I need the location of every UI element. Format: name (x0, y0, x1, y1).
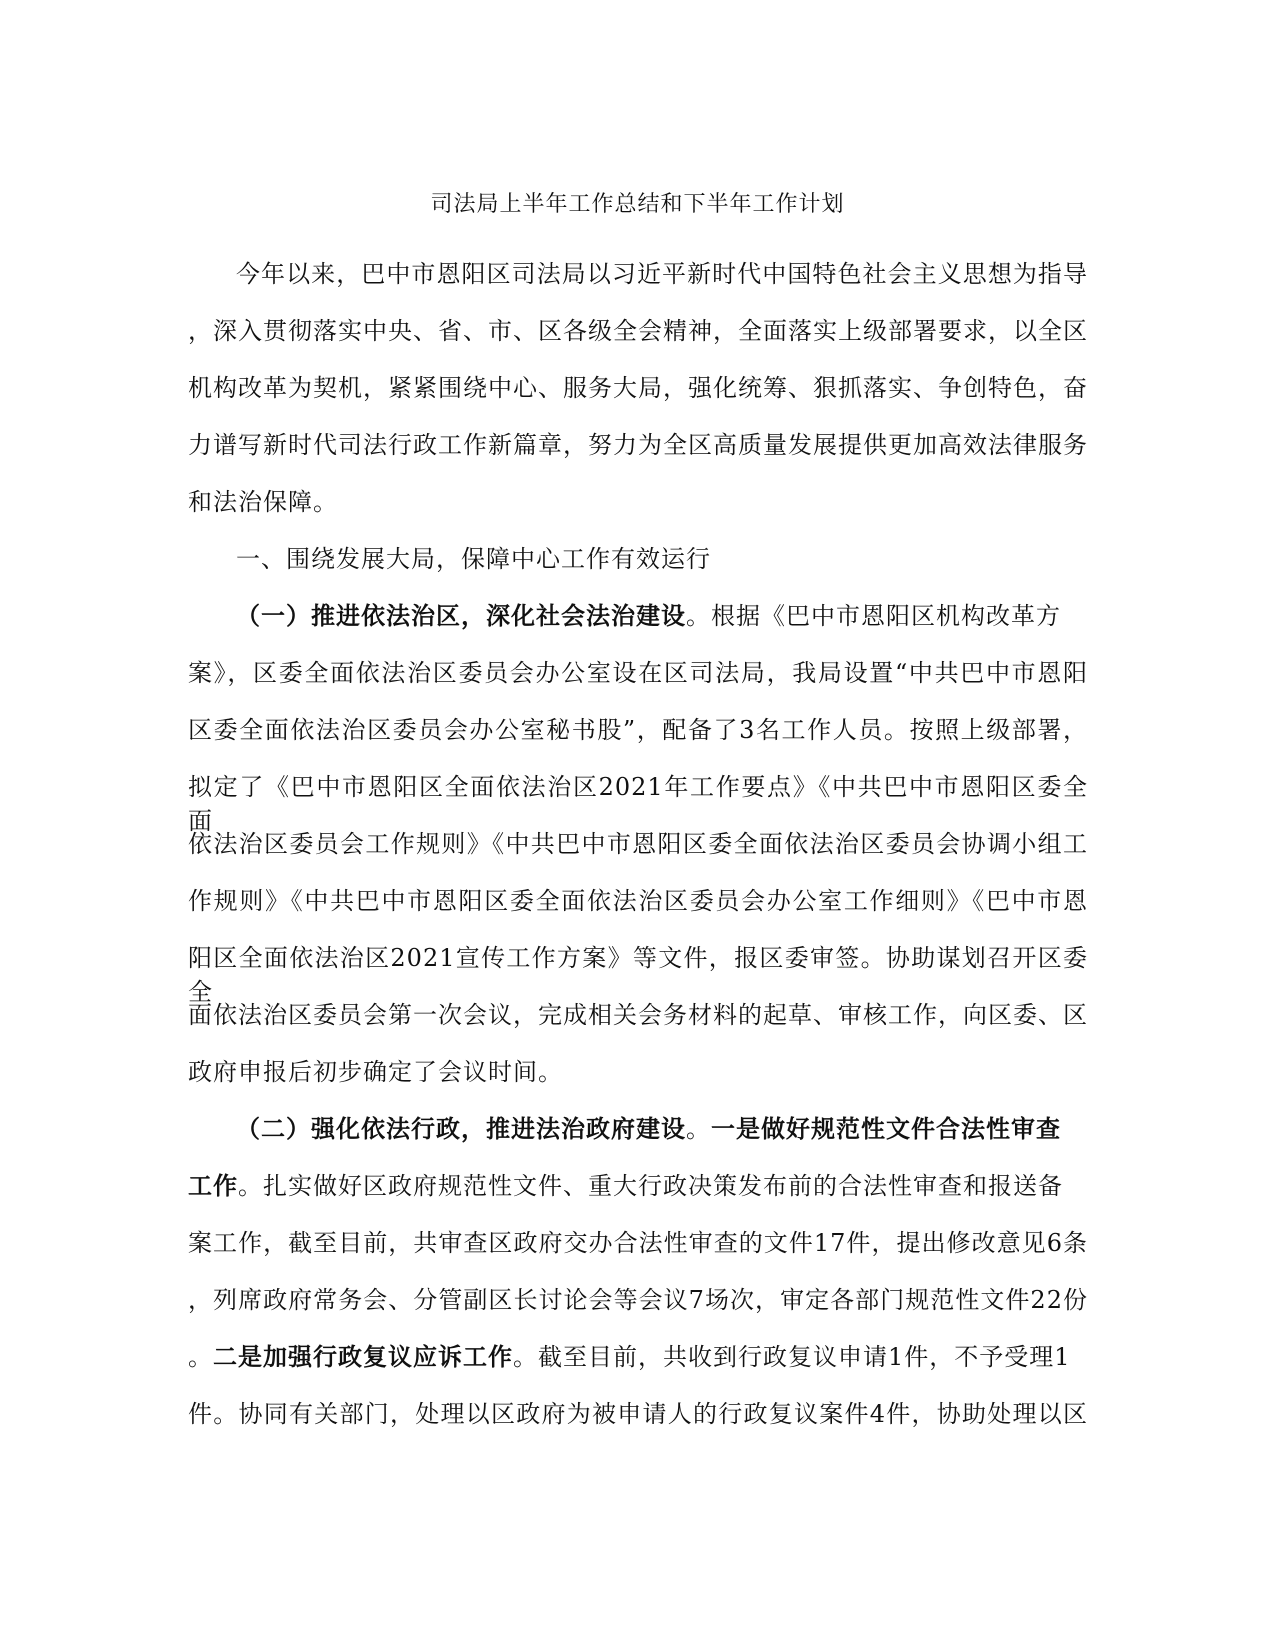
intro-line-3: 机构改革为契机，紧紧围绕中心、服务大局，强化统筹、狠抓落实、争创特色，奋 (188, 374, 1088, 402)
sub2-line-2 (188, 1169, 1088, 1203)
sub2-point-2-heading: 二是加强行政复议应诉工作 (213, 1342, 513, 1371)
sub2-line-6: 件。协同有关部门，处理以区政府为被申请人的行政复议案件4件，协助处理以区 (188, 1400, 1088, 1428)
sub1-line-7: 阳区全面依法治区2021宣传工作方案》等文件，报区委审签。协助谋划召开区委全 (188, 944, 1088, 1006)
sub1-line-5: 依法治区委员会工作规则》《中共巴中市恩阳区委全面依法治区委员会协调小组工 (188, 830, 1088, 858)
sub2-heading: （二）强化依法行政，推进法治政府建设 (236, 1114, 686, 1143)
intro-line-2: ，深入贯彻落实中央、省、市、区各级全会精神，全面落实上级部署要求，以全区 (188, 317, 1088, 345)
sub1-line-2: 案》，区委全面依法治区委员会办公室设在区司法局，我局设置“中共巴中市恩阳 (188, 659, 1088, 687)
sub2-line-4: ，列席政府常务会、分管副区长讨论会等会议7场次，审定各部门规范性文件22份 (188, 1286, 1088, 1314)
intro-line-4: 力谱写新时代司法行政工作新篇章，努力为全区高质量发展提供更加高效法律服务 (188, 431, 1088, 459)
sub2-line-2-text: 。扎实做好区政府规范性文件、重大行政决策发布前的合法性审查和报送备 (238, 1172, 1063, 1200)
sub1-line-1-text: 。根据《巴中市恩阳区机构改革方 (686, 602, 1061, 630)
sub2-point-1-heading-b: 工作 (188, 1171, 238, 1200)
intro-line-5: 和法治保障。 (188, 488, 338, 516)
sub1-line-9: 政府申报后初步确定了会议时间。 (188, 1058, 563, 1086)
sub2-line-1 (236, 1112, 1088, 1146)
sub2-line-5-text: 。截至目前，共收到行政复议申请1件，不予受理1 (513, 1343, 1071, 1371)
sub2-line-3: 案工作，截至目前，共审查区政府交办合法性审查的文件17件，提出修改意见6条 (188, 1229, 1088, 1257)
sub1-line-8: 面依法治区委员会第一次会议，完成相关会务材料的起草、审核工作，向区委、区 (188, 1001, 1088, 1029)
sub2-separator-1: 。 (686, 1115, 711, 1143)
sub1-line-6: 作规则》《中共巴中市恩阳区委全面依法治区委员会办公室工作细则》《巴中市恩 (188, 887, 1088, 915)
document-title: 司法局上半年工作总结和下半年工作计划 (430, 192, 845, 217)
sub2-separator-2: 。 (188, 1343, 213, 1371)
section-1-heading: 一、围绕发展大局，保障中心工作有效运行 (236, 545, 711, 573)
sub1-line-4: 拟定了《巴中市恩阳区全面依法治区2021年工作要点》《中共巴中市恩阳区委全面 (188, 773, 1088, 835)
intro-line-1: 今年以来，巴中市恩阳区司法局以习近平新时代中国特色社会主义思想为指导 (236, 260, 1088, 288)
sub1-heading: （一）推进依法治区，深化社会法治建设 (236, 601, 686, 630)
sub1-line-3: 区委全面依法治区委员会办公室秘书股”，配备了3名工作人员。按照上级部署， (188, 716, 1088, 744)
sub2-point-1-heading-a: 一是做好规范性文件合法性审查 (711, 1114, 1061, 1143)
sub2-line-5 (188, 1340, 1088, 1374)
sub1-line-1 (236, 599, 1088, 633)
